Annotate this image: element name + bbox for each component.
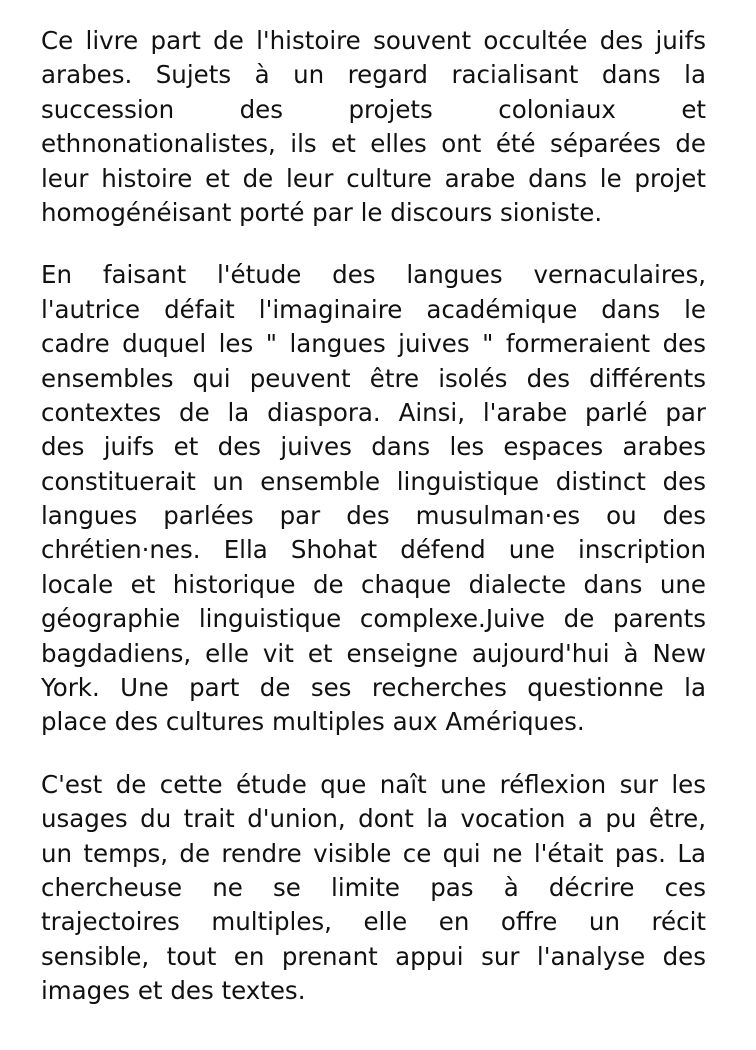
text-line: cadre duquel les " langues juives " formeraient des [41, 329, 706, 359]
text-line: place des cultures multiples aux Amériques. [41, 707, 585, 737]
text-line: chercheuse ne se limite pas à décrire ces [41, 872, 706, 902]
text-line: des juifs et des juives dans les espaces arabes [41, 432, 706, 462]
text-line: C'est de cette étude que naît une réflexion sur les [41, 769, 706, 799]
paragraph-spacer [41, 230, 706, 258]
text-line: sensible, tout en prenant appui sur l'analyse des [41, 941, 706, 971]
paragraph-2 [41, 258, 706, 739]
text-line: locale et historique de chaque dialecte dans une [41, 569, 706, 599]
text-line: l'autrice défait l'imaginaire académique dans le [41, 294, 706, 324]
text-line: bagdadiens, elle vit et enseigne aujourd'hui à New [41, 638, 706, 668]
text-line: homogénéisant porté par le discours sioniste. [41, 197, 603, 227]
text-line: Ce livre part de l'histoire souvent occultée des juifs [41, 26, 706, 55]
paragraph-3 [41, 768, 706, 1009]
text-line: un temps, de rendre visible ce qui ne l'était pas. La [41, 838, 706, 868]
text-line: arabes. Sujets à un regard racialisant dans la [41, 60, 706, 90]
text-line: En faisant l'étude des langues vernaculaires, [41, 260, 706, 290]
text-line: géographie linguistique complexe.Juive de parents [41, 604, 706, 634]
paragraph-1 [41, 24, 706, 230]
text-line: York. Une part de ses recherches questionne la [41, 673, 706, 703]
text-line: ethnonationalistes, ils et elles ont été séparées de [41, 129, 706, 159]
text-line: ensembles qui peuvent être isolés des différents [41, 363, 706, 393]
text-line: langues parlées par des musulman·es ou des [41, 501, 706, 531]
text-line: constituerait un ensemble linguistique distinct des [41, 466, 706, 496]
text-line: succession des projets coloniaux et [41, 94, 706, 124]
text-body [41, 24, 706, 1009]
text-line: chrétien·nes. Ella Shohat défend une inscription [41, 535, 706, 565]
paragraph-spacer [41, 740, 706, 768]
text-line: images et des textes. [41, 976, 306, 1006]
text-line: contextes de la diaspora. Ainsi, l'arabe parlé par [41, 397, 706, 427]
text-line: usages du trait d'union, dont la vocation a pu être, [41, 804, 706, 834]
text-line: leur histoire et de leur culture arabe dans le projet [41, 163, 706, 193]
text-line: trajectoires multiples, elle en offre un récit [41, 907, 706, 937]
